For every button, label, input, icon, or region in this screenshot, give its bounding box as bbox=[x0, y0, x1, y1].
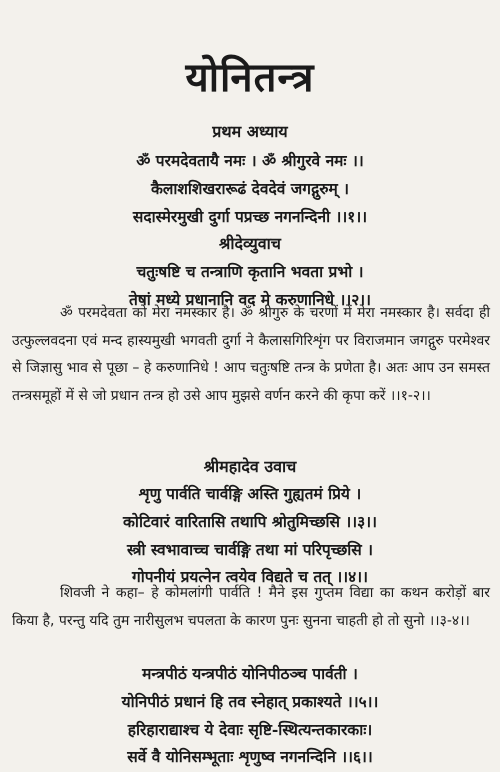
translation-paragraph bbox=[12, 300, 490, 410]
verse-line: योनिपीठं प्रधानं हि तव स्नेहात् प्रकाश्यते ।।५।। bbox=[121, 692, 379, 711]
chapter-heading: प्रथम अध्याय bbox=[212, 122, 288, 141]
verse-line: हरिहाराद्याश्च ये देवाः सृष्टि-स्थित्यन्तकारकाः। bbox=[127, 720, 373, 739]
speaker-heading: श्रीदेव्युवाच bbox=[219, 234, 281, 253]
verse-line: तेषां मध्ये प्रधानानि वद मे करुणानिधे ।।२।। bbox=[128, 290, 372, 309]
verse-line: चतुःषष्टि च तन्त्राणि कृतानि भवता प्रभो । bbox=[136, 262, 364, 281]
page-title: योनितन्त्र bbox=[185, 54, 315, 101]
verse-line: मन्त्रपीठं यन्त्रपीठं योनिपीठञ्च पार्वती । bbox=[142, 664, 358, 683]
paragraph-text: ॐ परमदेवता को मेरा नमस्कार है। ॐ श्रीगुरु के चरणों में मेरा नमस्कार है। सर्वदा ही उत्फुल्लवदना एवं मन्द हास्यमुखी भगवती दुर्गा ने कैलासगिरिशृंग पर विराजमान जगद्गुरु परमेश्वर से जिज्ञासु भाव से पूछा – हे करुणानिधे ! आप चतुःषष्टि तन्त्र के प्रणेता है। अतः आप उन समस्त तन्त्रसमूहों में से जो प्रधान तन्त्र हो उसे आप मुझसे वर्णन करने की कृपा करें ।।१-२।। bbox=[12, 305, 490, 404]
paragraph-text: शिवजी ने कहा– हे कोमलांगी पार्वति ! मैने इस गुप्तम विद्या का कथन करोड़ों बार किया है, परन्तु यदि तुम नारीसुलभ चपलता के कारण पुनः सुनना चाहती हो तो सुनो ।।३-४।। bbox=[12, 585, 490, 629]
verse-line: कैलाशशिखरारूढं देवदेवं जगद्गुरुम् । bbox=[150, 179, 350, 198]
verse-line: शृणु पार्वति चार्वङ्गि अस्ति गुह्यतमं प्रिये । bbox=[138, 484, 362, 503]
verse-line: कोटिवारं वारितासि तथापि श्रोतुमिच्छसि ।।३।। bbox=[123, 512, 377, 531]
speaker-heading: श्रीमहादेव उवाच bbox=[203, 457, 297, 476]
translation-paragraph bbox=[12, 580, 490, 635]
verse-line: सर्वे वै योनिसम्भूताः शृणुष्व नगनन्दिनि ।।६।। bbox=[127, 747, 373, 766]
verse-line: स्त्री स्वभावाच्च चार्वङ्गि तथा मां परिपृच्छसि । bbox=[126, 540, 374, 559]
verse-line: गोपनीयं प्रयत्नेन त्वयेव विद्यते च तत् ।।४।। bbox=[132, 567, 368, 586]
verse-line: सदास्मेरमुखी दुर्गा पप्रच्छ नगनन्दिनी ।।१।। bbox=[132, 207, 368, 226]
verse-line: ॐ परमदेवतायै नमः । ॐ श्रीगुरवे नमः ।। bbox=[136, 151, 364, 170]
